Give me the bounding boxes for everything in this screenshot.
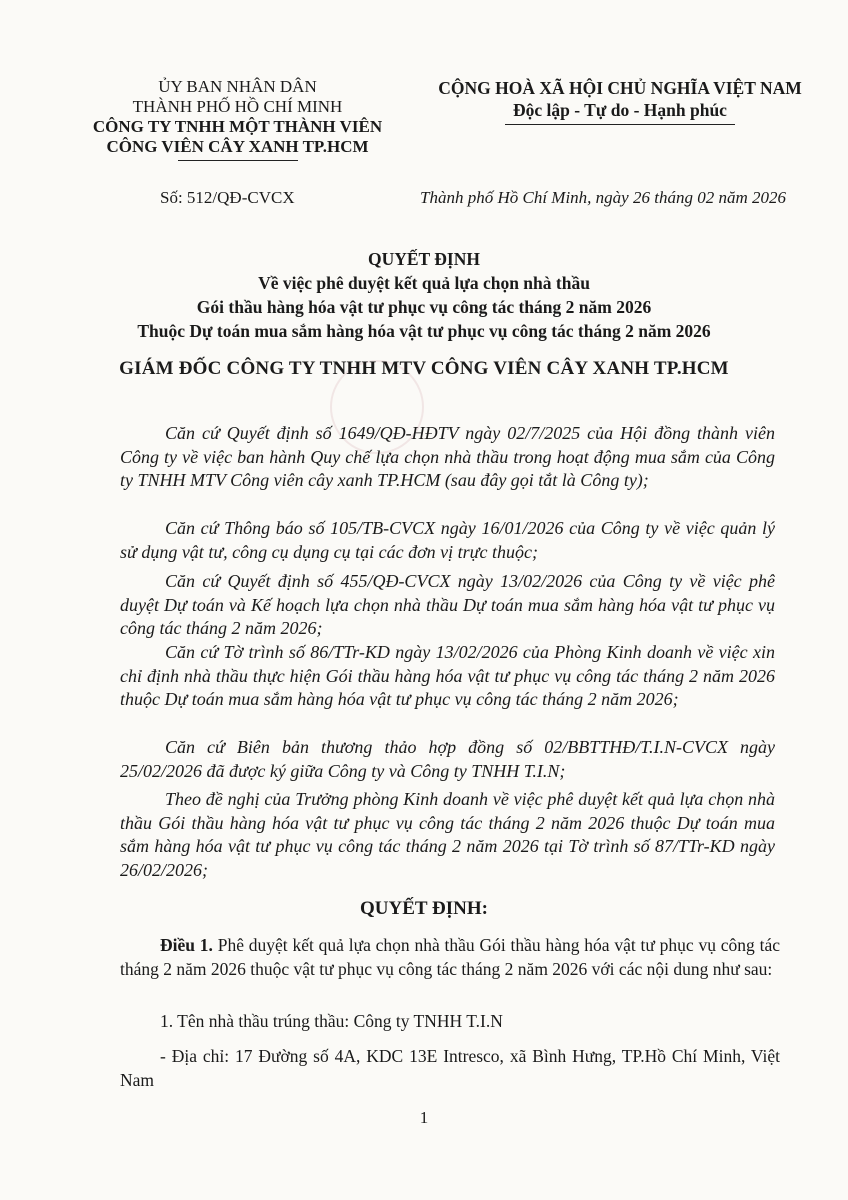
basis-3: Căn cứ Quyết định số 455/QĐ-CVCX ngày 13/02/2026 của Công ty về việc phê duyệt Dự toán và Kế hoạch lựa chọn nhà thầu Dự toán mua sắm hàng hóa vật tư phục vụ công tác tháng 2 năm 2026; (120, 571, 775, 638)
document-type: QUYẾT ĐỊNH (368, 249, 480, 269)
issuing-authority: GIÁM ĐỐC CÔNG TY TNHH MTV CÔNG VIÊN CÂY XANH TP.HCM (119, 358, 729, 379)
issuer-line-4: CÔNG VIÊN CÂY XANH TP.HCM (106, 137, 369, 156)
winning-bidder: 1. Tên nhà thầu trúng thầu: Công ty TNHH T.I.N (160, 1011, 503, 1031)
document-number: Số: 512/QĐ-CVCX (160, 188, 295, 207)
title-package: Gói thầu hàng hóa vật tư phục vụ công tác tháng 2 năm 2026 (196, 297, 652, 317)
page-number: 1 (419, 1108, 429, 1127)
place-date: Thành phố Hồ Chí Minh, ngày 26 tháng 02 năm 2026 (420, 188, 786, 207)
bidder-address: - Địa chỉ: 17 Đường số 4A, KDC 13E Intresco, xã Bình Hưng, TP.Hồ Chí Minh, Việt Nam (120, 1046, 780, 1090)
title-subject: Về việc phê duyệt kết quả lựa chọn nhà thầu (258, 273, 590, 293)
basis-4: Căn cứ Tờ trình số 86/TTr-KD ngày 13/02/2026 của Phòng Kinh doanh về việc xin chỉ định nhà thầu thực hiện Gói thầu hàng hóa vật tư phục vụ công tác tháng 2 năm 2026 thuộc Dự toán mua sắm hàng hóa vật tư phục vụ công tác tháng 2 năm 2026; (120, 642, 775, 709)
issuer-line-3: CÔNG TY TNHH MỘT THÀNH VIÊN (92, 117, 383, 136)
motto: Độc lập - Tự do - Hạnh phúc (513, 100, 727, 120)
motto-underline (505, 124, 735, 125)
document-title-block (40, 247, 808, 343)
article-1-label: Điều 1. (160, 935, 213, 955)
decision-heading: QUYẾT ĐỊNH: (360, 898, 488, 919)
basis-2: Căn cứ Thông báo số 105/TB-CVCX ngày 16/01/2026 của Công ty về việc quản lý sử dụng vật tư, công cụ dụng cụ tại các đơn vị trực thuộc; (120, 518, 775, 562)
national-motto-block (415, 77, 825, 125)
basis-5: Căn cứ Biên bản thương thảo hợp đồng số 02/BBTTHĐ/T.I.N-CVCX ngày 25/02/2026 đã được ký giữa Công ty và Công ty TNHH T.I.N; (120, 737, 775, 781)
country-name: CỘNG HOÀ XÃ HỘI CHỦ NGHĨA VIỆT NAM (438, 78, 802, 98)
title-estimate: Thuộc Dự toán mua sắm hàng hóa vật tư phục vụ công tác tháng 2 năm 2026 (137, 321, 711, 341)
basis-6: Theo đề nghị của Trưởng phòng Kinh doanh về việc phê duyệt kết quả lựa chọn nhà thầu Gói thầu hàng hóa vật tư phục vụ công tác tháng 2 năm 2026 thuộc Dự toán mua sắm hàng hóa vật tư phục vụ công tác tháng 2 năm 2026 tại Tờ trình số 87/TTr-KD ngày 26/02/2026; (120, 789, 775, 880)
issuer-underline (178, 160, 298, 161)
issuer-line-1: ỦY BAN NHÂN DÂN (158, 77, 317, 96)
basis-1: Căn cứ Quyết định số 1649/QĐ-HĐTV ngày 02/7/2025 của Hội đồng thành viên Công ty về việc ban hành Quy chế lựa chọn nhà thầu trong hoạt động mua sắm của Công ty TNHH MTV Công viên cây xanh TP.HCM (sau đây gọi tắt là Công ty); (120, 423, 775, 490)
article-1 (120, 934, 780, 981)
issuer-line-2: THÀNH PHỐ HỒ CHÍ MINH (132, 97, 343, 116)
issuer-block (60, 77, 415, 161)
article-1-text: Phê duyệt kết quả lựa chọn nhà thầu Gói thầu hàng hóa vật tư phục vụ công tác tháng 2 năm 2026 thuộc vật tư phục vụ công tác tháng 2 năm 2026 với các nội dung như sau: (120, 935, 780, 979)
